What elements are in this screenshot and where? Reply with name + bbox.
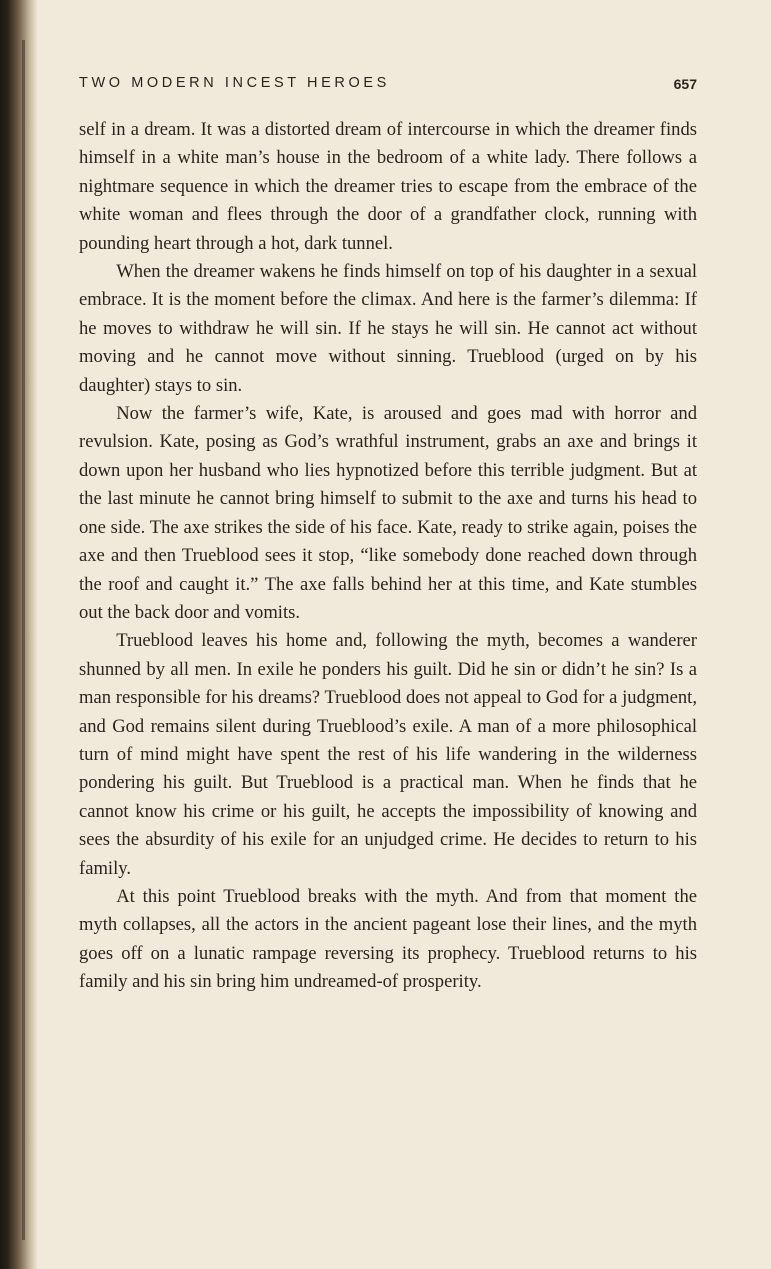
book-gutter-shadow <box>0 0 38 1269</box>
paragraph: Now the farmer’s wife, Kate, is aroused and goes mad with horror and revulsion. Kate, posing as God’s wrathful instrument, grabs an axe and brings it down upon her husband who lies hypnotized before this terrible judgment. But at the last minute he cannot bring himself to submit to the axe and turns his head to one side. The axe strikes the side of his face. Kate, ready to strike again, poises the axe and then Trueblood sees it stop, “like somebody done reached down through the roof and caught it.” The axe falls behind her at this time, and Kate stumbles out the back door and vomits. <box>79 403 697 623</box>
paragraph: Trueblood leaves his home and, following the myth, becomes a wanderer shunned by all men. In exile he ponders his guilt. Did he sin or didn’t he sin? Is a man responsible for his dreams? Trueblood does not appeal to God for a judgment, and God remains silent during Trueblood’s exile. A man of a more philosophical turn of mind might have spent the rest of his life wandering in the wilderness pondering his guilt. But Trueblood is a practical man. When he finds that he cannot know his crime or his guilt, he accepts the impossibility of knowing and sees the absurdity of his exile for an unjudged crime. He decides to return to his family. <box>79 630 697 879</box>
paragraph: When the dreamer wakens he finds himself on top of his daughter in a sexual embrace. It is the moment before the climax. And here is the farmer’s dilemma: If he moves to withdraw he will sin. If he stays he will sin. He cannot act without moving and he cannot move without sinning. Trueblood (urged on by his daughter) stays to sin. <box>79 261 697 396</box>
running-title: TWO MODERN INCEST HEROES <box>79 75 390 91</box>
paragraph-continued: self in a dream. It was a distorted dream of intercourse in which the dreamer finds himself in a white man’s house in the bedroom of a white lady. There follows a nightmare sequence in which the dreamer tries to escape from the embrace of the white woman and flees through the door of a grandfather clock, running with pounding heart through a hot, dark tunnel. <box>79 119 697 254</box>
paragraph: At this point Trueblood breaks with the myth. And from that moment the myth collapses, all the actors in the ancient pageant lose their lines, and the myth goes off on a lunatic rampage reversing its prophecy. Trueblood returns to his family and his sin bring him undreamed-of prosperity. <box>79 885 697 993</box>
binding-edge <box>22 40 25 1240</box>
running-head <box>79 72 697 102</box>
body-text <box>79 116 697 997</box>
page-number: 657 <box>673 76 697 92</box>
